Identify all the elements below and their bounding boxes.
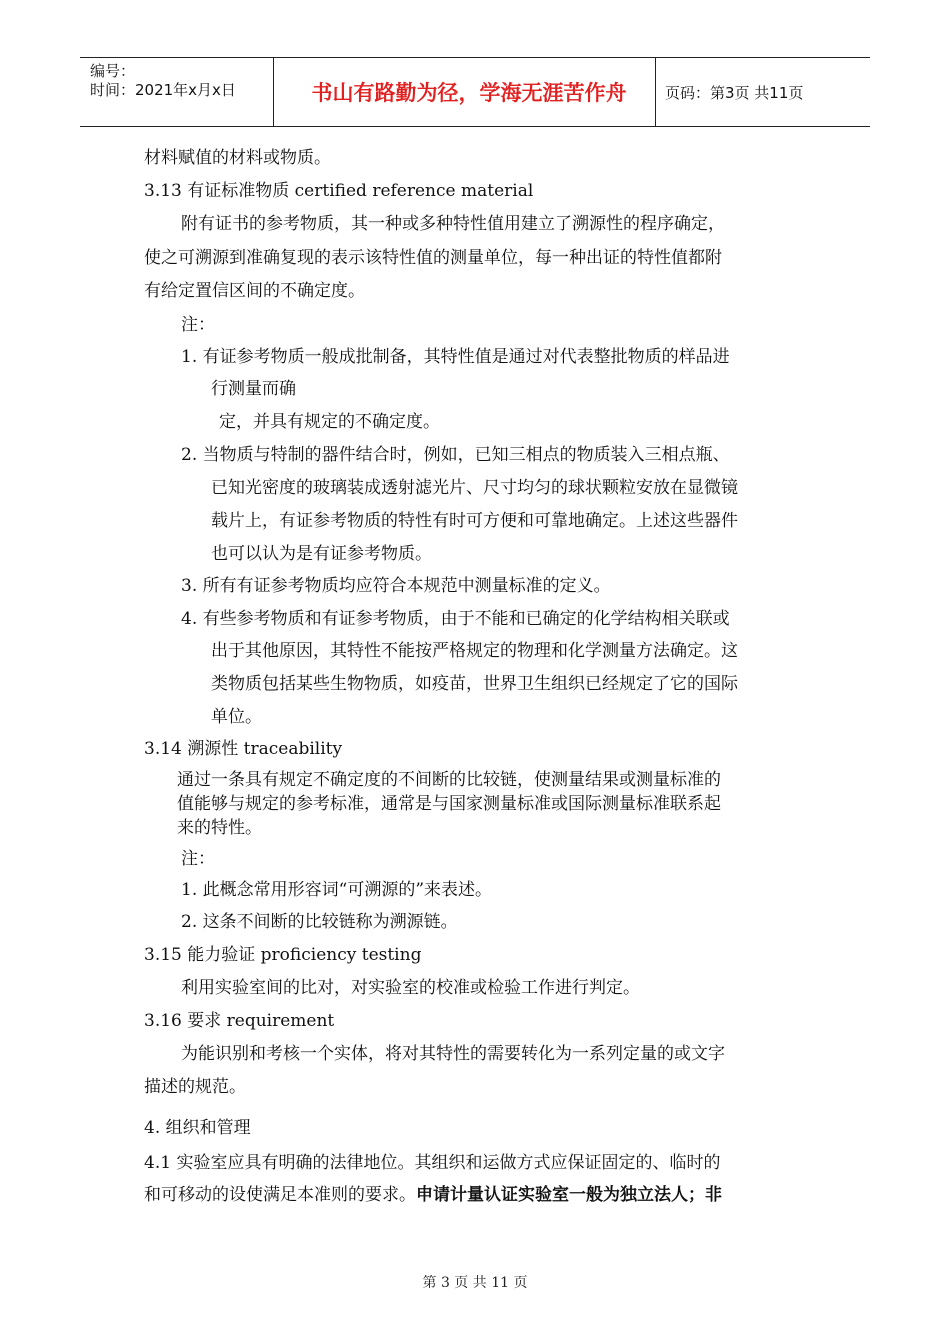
text-line: 描述的规范。 <box>144 1077 246 1097</box>
text-line <box>144 1184 722 1206</box>
note-item: 单位。 <box>211 707 262 727</box>
section-heading-4: 4. 组织和管理 <box>144 1118 251 1138</box>
note-item: 2. 当物质与特制的器件结合时，例如，已知三相点的物质装入三相点瓶、 <box>181 445 730 465</box>
bold-text-segment: 申请计量认证实验室一般为独立法人；非 <box>416 1185 722 1205</box>
note-item: 行测量而确 <box>211 379 296 399</box>
text-line: 材料赋值的材料或物质。 <box>144 148 331 168</box>
header-page-info: 页码：第3页 共11页 <box>665 84 804 102</box>
note-item: 出于其他原因，其特性不能按严格规定的物理和化学测量方法确定。这 <box>211 641 738 661</box>
note-item: 类物质包括某些生物物质，如疫苗，世界卫生组织已经规定了它的国际 <box>211 674 738 694</box>
text-line: 附有证书的参考物质，其一种或多种特性值用建立了溯源性的程序确定， <box>181 214 725 234</box>
text-line: 4.1 实验室应具有明确的法律地位。其组织和运做方式应保证固定的、临时的 <box>144 1153 721 1173</box>
note-label: 注： <box>181 849 215 869</box>
note-item: 1. 此概念常用形容词“可溯源的”来表述。 <box>181 880 493 900</box>
note-item: 已知光密度的玻璃装成透射滤光片、尺寸均匀的球状颗粒安放在显微镜 <box>211 478 738 498</box>
text-line: 使之可溯源到准确复现的表示该特性值的测量单位，每一种出证的特性值都附 <box>144 248 722 268</box>
section-heading-3-14: 3.14 溯源性 traceability <box>144 739 343 759</box>
note-item: 3. 所有有证参考物质均应符合本规范中测量标准的定义。 <box>181 576 611 596</box>
header-meta <box>90 62 236 100</box>
section-heading-3-15: 3.15 能力验证 proficiency testing <box>144 945 422 965</box>
text-line: 来的特性。 <box>177 818 262 838</box>
text-line: 值能够与规定的参考标准，通常是与国家测量标准或国际测量标准联系起 <box>177 794 721 814</box>
section-heading-3-13: 3.13 有证标准物质 certified reference material <box>144 181 534 201</box>
page-footer: 第 3 页 共 11 页 <box>422 1275 528 1291</box>
note-item: 定，并具有规定的不确定度。 <box>219 412 440 432</box>
header-divider <box>273 58 274 126</box>
header-time-label: 时间：2021年x月x日 <box>90 81 236 99</box>
text-segment: 和可移动的设使满足本准则的要求。 <box>144 1185 416 1205</box>
note-item: 载片上，有证参考物质的特性有时可方便和可靠地确定。上述这些器件 <box>211 511 738 531</box>
note-item: 1. 有证参考物质一般成批制备，其特性值是通过对代表整批物质的样品进 <box>181 347 730 367</box>
note-item: 2. 这条不间断的比较链称为溯源链。 <box>181 912 458 932</box>
header-divider <box>655 58 656 126</box>
header-motto: 书山有路勤为径，学海无涯苦作舟 <box>311 81 627 105</box>
text-line: 通过一条具有规定不确定度的不间断的比较链，使测量结果或测量标准的 <box>177 770 721 790</box>
section-heading-3-16: 3.16 要求 requirement <box>144 1011 335 1031</box>
text-line: 有给定置信区间的不确定度。 <box>144 281 365 301</box>
text-line: 为能识别和考核一个实体，将对其特性的需要转化为一系列定量的或文字 <box>181 1044 725 1064</box>
header-number-label: 编号： <box>90 62 136 80</box>
note-label: 注： <box>181 315 215 335</box>
note-item: 4. 有些参考物质和有证参考物质，由于不能和已确定的化学结构相关联或 <box>181 609 730 629</box>
page-header <box>80 57 870 127</box>
text-line: 利用实验室间的比对，对实验室的校准或检验工作进行判定。 <box>181 978 640 998</box>
note-item: 也可以认为是有证参考物质。 <box>211 544 432 564</box>
